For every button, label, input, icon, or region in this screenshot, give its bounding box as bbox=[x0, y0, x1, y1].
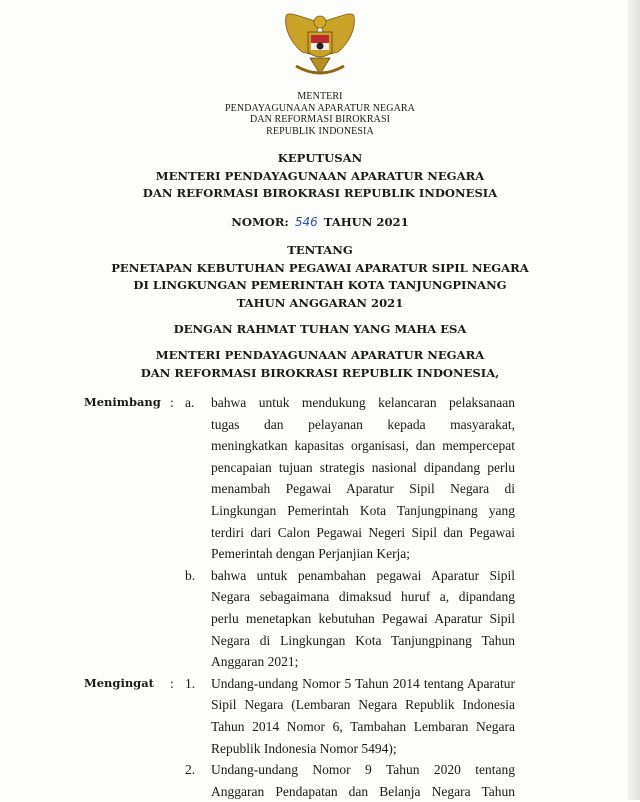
menimbang-item-a bbox=[84, 392, 524, 565]
decree-number bbox=[0, 214, 640, 232]
text-line: Sipil Negara (Lembaran Negara Republik Indonesia bbox=[211, 697, 515, 713]
institution-header bbox=[0, 91, 640, 137]
text-line: pencapaian tujuan strategis nasional dipandang perlu bbox=[211, 459, 515, 475]
invocation-text: DENGAN RAHMAT TUHAN YANG MAHA ESA bbox=[173, 322, 467, 336]
issuer-line: DAN REFORMASI BIROKRASI REPUBLIK INDONESIA bbox=[142, 186, 498, 200]
item-marker: 1. bbox=[185, 675, 196, 691]
text-line: Negara di Lingkungan Kota Tanjungpinang Tahun bbox=[211, 632, 515, 648]
text-line: Tahun 2014 Nomor 6, Tambahan Lembaran Negara bbox=[211, 718, 515, 734]
text-line: Negara sebagaimana dimaksud huruf a, dipandang bbox=[211, 589, 515, 605]
item-text bbox=[211, 565, 515, 673]
decree-title bbox=[0, 150, 640, 203]
institution-line: PENDAYAGUNAAN APARATUR NEGARA bbox=[225, 102, 415, 114]
item-text bbox=[211, 392, 515, 565]
issuer-line: MENTERI PENDAYAGUNAAN APARATUR NEGARA bbox=[155, 168, 485, 183]
item-text bbox=[211, 759, 515, 802]
minister-line: DAN REFORMASI BIROKRASI REPUBLIK INDONESIA, bbox=[140, 365, 500, 380]
tahun-label: TAHUN 2021 bbox=[323, 215, 409, 229]
text-line: Pemerintah dengan Perjanjian Kerja; bbox=[211, 546, 411, 562]
text-line: menambah Pegawai Aparatur Sipil Negara di bbox=[211, 481, 515, 497]
subject-line: TAHUN ANGGARAN 2021 bbox=[236, 295, 404, 310]
menimbang-item-b bbox=[84, 565, 524, 673]
item-marker: a. bbox=[185, 395, 195, 410]
text-line: terdiri dari Calon Pegawai Negeri Sipil dan Pegawai bbox=[211, 524, 515, 540]
mengingat-item-2 bbox=[84, 759, 524, 802]
nomor-value-handwritten: 546 bbox=[294, 215, 318, 229]
considerations-body bbox=[84, 392, 524, 802]
text-line: meningkatkan kapasitas organisasi, dan mempercepat bbox=[211, 438, 515, 454]
text-line: tugas dan pelayanan kepada masyarakat, bbox=[211, 416, 515, 432]
item-marker: 2. bbox=[185, 762, 196, 778]
menimbang-label: Menimbang bbox=[84, 395, 161, 409]
text-line: Republik Indonesia Nomor 5494); bbox=[211, 740, 397, 756]
text-line: Undang-undang Nomor 9 Tahun 2020 tentang bbox=[211, 762, 515, 778]
text-line: perlu menetapkan kebutuhan Pegawai Aparatur Sipil bbox=[211, 610, 515, 626]
text-line: bahwa untuk mendukung kelancaran pelaksanaan bbox=[211, 395, 515, 410]
mengingat-label: Mengingat bbox=[84, 675, 154, 690]
minister-block bbox=[0, 347, 640, 382]
text-line: Anggaran Pendapatan dan Belanja Negara Tahun bbox=[211, 783, 515, 799]
doc-type: KEPUTUSAN bbox=[277, 151, 363, 165]
institution-line: REPUBLIK INDONESIA bbox=[266, 125, 374, 137]
subject-block bbox=[0, 242, 640, 312]
text-line: Lingkungan Pemerintah Kota Tanjungpinang yang bbox=[211, 502, 515, 518]
nomor-label: NOMOR: bbox=[231, 215, 289, 229]
text-line: bahwa untuk penambahan pegawai Aparatur Sipil bbox=[211, 567, 515, 583]
mengingat-colon: : bbox=[170, 675, 174, 691]
minister-line: MENTERI PENDAYAGUNAAN APARATUR NEGARA bbox=[155, 348, 485, 362]
menimbang-colon: : bbox=[170, 395, 174, 410]
institution-line: MENTERI bbox=[297, 91, 343, 102]
invocation bbox=[0, 321, 640, 339]
institution-line: DAN REFORMASI BIROKRASI bbox=[249, 114, 391, 125]
item-text bbox=[211, 673, 515, 759]
mengingat-item-1 bbox=[84, 673, 524, 759]
text-line: Anggaran 2021; bbox=[211, 654, 299, 670]
subject-label: TENTANG bbox=[287, 243, 353, 257]
text-line: Undang-undang Nomor 5 Tahun 2014 tentang Aparatur bbox=[211, 675, 515, 691]
subject-line: DI LINGKUNGAN PEMERINTAH KOTA TANJUNGPINANG bbox=[133, 278, 507, 292]
item-marker: b. bbox=[185, 567, 196, 583]
garuda-emblem-icon bbox=[282, 8, 358, 84]
subject-line: PENETAPAN KEBUTUHAN PEGAWAI APARATUR SIPIL NEGARA bbox=[111, 260, 529, 275]
